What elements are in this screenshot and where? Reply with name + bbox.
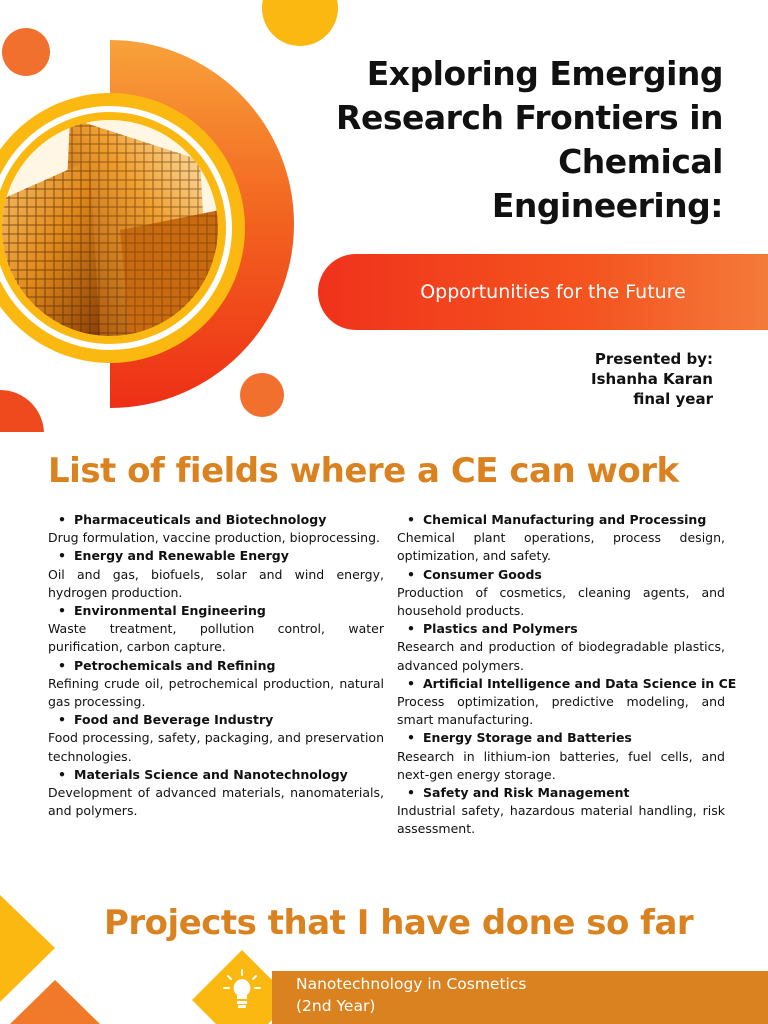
field-description: Chemical plant operations, process design, optimization, and safety. xyxy=(397,530,725,564)
field-item xyxy=(48,711,384,766)
field-item xyxy=(397,620,725,675)
field-item xyxy=(48,511,384,547)
project-title: Nanotechnology in Cosmetics xyxy=(296,975,527,993)
fields-column-left xyxy=(48,511,384,820)
title-line-2: Research Frontiers in xyxy=(336,98,723,137)
presenter-name: Ishanha Karan xyxy=(591,370,713,388)
field-item xyxy=(397,784,725,839)
deco-circle-orange-small xyxy=(2,28,50,76)
presenter-label: Presented by: xyxy=(594,350,713,368)
field-title: • Materials Science and Nanotechnology xyxy=(48,766,384,784)
field-title: • Energy Storage and Batteries xyxy=(397,729,725,747)
presenter-block xyxy=(591,349,713,409)
deco-circle-orange-mid xyxy=(240,373,284,417)
deco-circle-yellow-top xyxy=(262,0,338,46)
field-description: Oil and gas, biofuels, solar and wind energy, hydrogen production. xyxy=(48,566,384,600)
field-item xyxy=(48,547,384,602)
field-title: • Petrochemicals and Refining xyxy=(48,657,384,675)
field-description: Development of advanced materials, nanomaterials, and polymers. xyxy=(48,785,384,819)
deco-diamond-bottom-left xyxy=(0,895,55,1002)
subtitle-banner xyxy=(318,254,768,330)
deco-quarter-circle xyxy=(0,390,44,432)
field-item xyxy=(397,675,737,730)
projects-heading: Projects that I have done so far xyxy=(104,903,694,943)
field-description: Industrial safety, hazardous material handling, risk assessment. xyxy=(397,803,725,837)
field-description: Waste treatment, pollution control, water purification, carbon capture. xyxy=(48,621,384,655)
page-title xyxy=(303,52,723,228)
field-title: • Food and Beverage Industry xyxy=(48,711,384,729)
field-description: Research in lithium-ion batteries, fuel cells, and next-gen energy storage. xyxy=(397,748,725,782)
field-title: • Consumer Goods xyxy=(397,566,725,584)
title-line-4: Engineering: xyxy=(491,186,723,225)
presenter-year: final year xyxy=(633,390,713,408)
field-item xyxy=(397,729,725,784)
field-title: • Pharmaceuticals and Biotechnology xyxy=(48,511,384,529)
fields-heading: List of fields where a CE can work xyxy=(48,451,679,491)
deco-yellow-ring xyxy=(0,93,245,363)
field-description: Drug formulation, vaccine production, bioprocessing. xyxy=(48,530,381,546)
title-line-1: Exploring Emerging xyxy=(366,54,723,93)
field-description: Process optimization, predictive modeling, and smart manufacturing. xyxy=(397,694,725,728)
field-title: • Artificial Intelligence and Data Science in CE xyxy=(397,675,725,693)
field-title: • Energy and Renewable Energy xyxy=(48,547,384,565)
field-item xyxy=(48,766,384,821)
field-description: Production of cosmetics, cleaning agents, and household products. xyxy=(397,584,725,619)
field-description: Refining crude oil, petrochemical production, natural gas processing. xyxy=(48,675,384,710)
lightbulb-icon xyxy=(222,968,262,1012)
title-line-3: Chemical xyxy=(558,142,723,181)
project-year: (2nd Year) xyxy=(296,997,376,1015)
field-title: • Chemical Manufacturing and Processing xyxy=(397,511,725,529)
field-item xyxy=(397,566,725,621)
field-item xyxy=(397,511,725,566)
field-title: • Plastics and Polymers xyxy=(397,620,725,638)
project-item xyxy=(272,971,768,1024)
field-description: Food processing, safety, packaging, and preservation technologies. xyxy=(48,730,384,764)
field-item xyxy=(48,602,384,657)
field-description: Research and production of biodegradable plastics, advanced polymers. xyxy=(397,639,725,673)
field-title: • Safety and Risk Management xyxy=(397,784,725,802)
building-photo xyxy=(0,118,220,338)
field-title: • Environmental Engineering xyxy=(48,602,384,620)
subtitle-text: Opportunities for the Future xyxy=(420,281,686,303)
deco-half-circle xyxy=(110,40,294,408)
fields-column-right xyxy=(397,511,737,839)
field-item xyxy=(48,657,384,712)
